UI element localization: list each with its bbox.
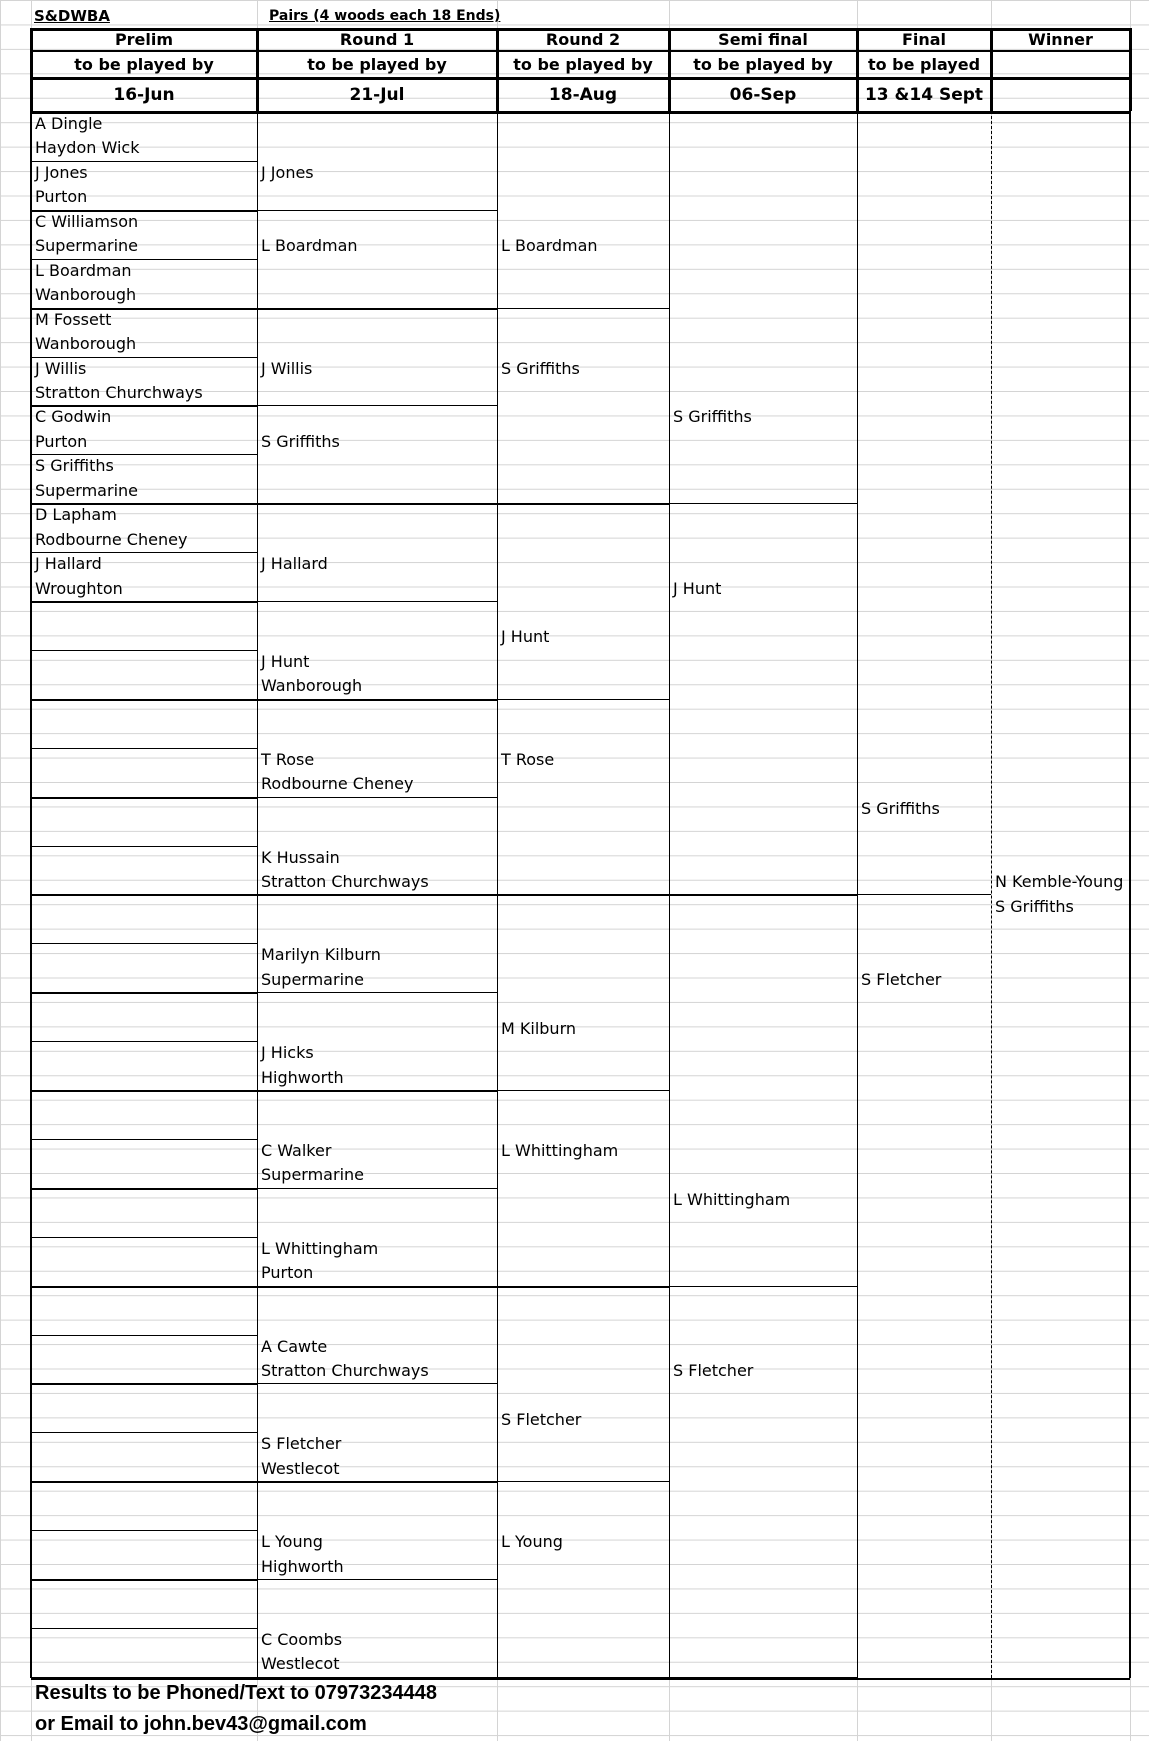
rule-line — [257, 1286, 497, 1288]
round1-player: J Jones — [261, 162, 314, 182]
prelim-player: J Willis — [35, 358, 87, 378]
prelim-player: M Fossett — [35, 309, 112, 329]
rule-line — [257, 1383, 497, 1384]
rule-line — [31, 77, 1130, 80]
rule-line — [497, 1286, 669, 1288]
round2-player: J Hunt — [501, 627, 550, 647]
rule-line — [31, 454, 257, 455]
rule-line — [31, 1188, 257, 1190]
prelim-club: Wanborough — [35, 285, 137, 305]
rule-line — [31, 1335, 257, 1336]
rule-line — [497, 894, 669, 896]
footer-phone: Results to be Phoned/Text to 07973234448 — [35, 1682, 438, 1704]
semi-player: J Hunt — [673, 578, 722, 598]
prelim-club: Purton — [35, 187, 88, 207]
round1-club: Highworth — [261, 1556, 344, 1576]
rule-line — [31, 1432, 257, 1433]
rule-line — [497, 1090, 669, 1091]
rule-line — [31, 797, 257, 799]
prelim-player: A Dingle — [35, 114, 103, 133]
rule-line — [31, 552, 257, 553]
prelim-player: J Jones — [35, 162, 88, 182]
rule-line — [31, 1237, 257, 1238]
rule-line — [31, 1530, 257, 1531]
round1-club: Westlecot — [261, 1654, 340, 1674]
round1-player: L Boardman — [261, 236, 358, 256]
round1-player: T Rose — [261, 749, 315, 769]
rule-line — [31, 601, 257, 603]
semi-player: L Whittingham — [673, 1189, 791, 1209]
round1-club: Westlecot — [261, 1458, 340, 1478]
rule-line — [669, 1286, 857, 1287]
round1-player: C Walker — [261, 1140, 332, 1160]
rule-line — [257, 1090, 497, 1092]
header-sub-0: to be played by — [74, 55, 214, 74]
header-sub-1: to be played by — [307, 55, 447, 74]
round1-club: Stratton Churchways — [261, 1360, 429, 1380]
header-date-0: 16-Jun — [113, 85, 175, 105]
header-round-1: Round 1 — [339, 30, 415, 49]
round2-player: S Griffiths — [501, 358, 580, 378]
rule-line — [31, 1041, 257, 1042]
rule-line — [257, 1481, 497, 1483]
header-date-1: 21-Jul — [349, 85, 405, 105]
round1-club: Purton — [261, 1263, 314, 1283]
rule-line — [669, 1677, 857, 1679]
winner-player: N Kemble-Young — [995, 871, 1124, 891]
rule-line — [669, 503, 857, 504]
round1-player: J Hunt — [261, 651, 310, 671]
rule-line — [257, 894, 497, 896]
round1-player: J Willis — [261, 358, 313, 378]
rule-line — [257, 699, 497, 701]
round1-player: J Hallard — [261, 554, 328, 574]
round1-player: L Young — [261, 1532, 323, 1552]
final-player: S Fletcher — [861, 969, 942, 989]
header-sub-2: to be played by — [513, 55, 653, 74]
rule-line — [1129, 111, 1131, 1678]
semi-player: S Fletcher — [673, 1360, 754, 1380]
prelim-club: Haydon Wick — [35, 138, 140, 158]
header-sub-4: to be played — [867, 55, 981, 74]
prelim-player: C Williamson — [35, 211, 139, 231]
round1-player: A Cawte — [261, 1336, 328, 1356]
prelim-player: L Boardman — [35, 260, 132, 280]
round1-club: Highworth — [261, 1067, 344, 1087]
header-round-2: Round 2 — [545, 30, 621, 49]
rule-line — [31, 650, 257, 651]
header-date-4: 13 &14 Sept — [864, 85, 984, 105]
round2-player: L Whittingham — [501, 1140, 619, 1160]
round1-player: K Hussain — [261, 847, 340, 867]
round1-player: C Coombs — [261, 1629, 343, 1649]
footer-email: or Email to john.bev43@gmail.com — [35, 1713, 367, 1735]
rule-line — [31, 992, 257, 994]
prelim-club: Purton — [35, 431, 88, 451]
rule-line — [31, 111, 1130, 114]
header-date-3: 06-Sep — [729, 85, 797, 105]
rule-line — [31, 1628, 257, 1629]
round2-player: M Kilburn — [501, 1018, 577, 1038]
winner-player: S Griffiths — [995, 897, 1074, 917]
rule-line — [31, 161, 257, 162]
rule-line — [497, 308, 669, 309]
rule-line — [31, 894, 257, 896]
rule-line — [257, 503, 497, 505]
rule-line — [257, 797, 497, 798]
round1-club: Rodbourne Cheney — [261, 774, 414, 794]
header-sub-3: to be played by — [693, 55, 833, 74]
round1-club: Wanborough — [261, 676, 363, 696]
rule-line — [257, 308, 497, 310]
prelim-club: Rodbourne Cheney — [35, 529, 188, 549]
prelim-player: D Lapham — [35, 505, 117, 525]
prelim-player: J Hallard — [35, 554, 102, 574]
prelim-player: S Griffiths — [35, 456, 114, 476]
round1-player: Marilyn Kilburn — [261, 945, 381, 965]
rule-line — [31, 1383, 257, 1385]
round1-player: J Hicks — [261, 1043, 314, 1063]
round1-club: Supermarine — [261, 1165, 364, 1185]
rule-line — [31, 1481, 257, 1483]
rule-line — [31, 1090, 257, 1092]
rule-line — [257, 992, 497, 993]
header-round-3: Semi final — [718, 30, 808, 49]
rule-line — [497, 503, 669, 505]
header-date-2: 18-Aug — [548, 85, 618, 105]
rule-line — [257, 1677, 497, 1679]
round2-player: S Fletcher — [501, 1409, 582, 1429]
rule-line — [31, 748, 257, 749]
round2-player: L Young — [501, 1532, 563, 1552]
round2-player: T Rose — [501, 749, 555, 769]
rule-line — [497, 699, 669, 700]
round1-player: S Griffiths — [261, 431, 340, 451]
header-round-5: Winner — [1028, 30, 1093, 49]
round1-club: Supermarine — [261, 969, 364, 989]
rule-line — [497, 1677, 669, 1679]
prelim-club: Wanborough — [35, 334, 137, 354]
rule-line — [257, 210, 497, 211]
rule-line — [257, 1188, 497, 1189]
round2-player: L Boardman — [501, 236, 598, 256]
rule-line — [31, 1677, 257, 1679]
prelim-player: C Godwin — [35, 407, 112, 427]
rule-line — [31, 943, 257, 944]
rule-line — [497, 1481, 669, 1482]
prelim-club: Supermarine — [35, 480, 138, 500]
round1-club: Stratton Churchways — [261, 871, 429, 891]
final-player: S Griffiths — [861, 798, 940, 818]
prelim-club: Supermarine — [35, 236, 138, 256]
rule-line — [257, 601, 497, 602]
org-title: S&DWBA — [34, 7, 110, 25]
prelim-club: Wroughton — [35, 578, 123, 598]
prelim-club: Stratton Churchways — [35, 382, 203, 402]
semi-player: S Griffiths — [673, 407, 752, 427]
winner-divider — [991, 111, 992, 1678]
round1-player: L Whittingham — [261, 1238, 379, 1258]
rule-line — [257, 405, 497, 406]
rule-line — [257, 1579, 497, 1580]
header-round-0: Prelim — [114, 30, 174, 49]
round1-player: S Fletcher — [261, 1434, 342, 1454]
rule-line — [857, 894, 991, 895]
rule-line — [31, 699, 257, 701]
competition-title: Pairs (4 woods each 18 Ends) — [269, 8, 501, 24]
rule-line — [669, 894, 857, 896]
rule-line — [31, 1286, 257, 1288]
rule-line — [31, 1139, 257, 1140]
rule-line — [31, 846, 257, 847]
rule-line — [31, 1579, 257, 1581]
header-round-4: Final — [901, 30, 947, 49]
